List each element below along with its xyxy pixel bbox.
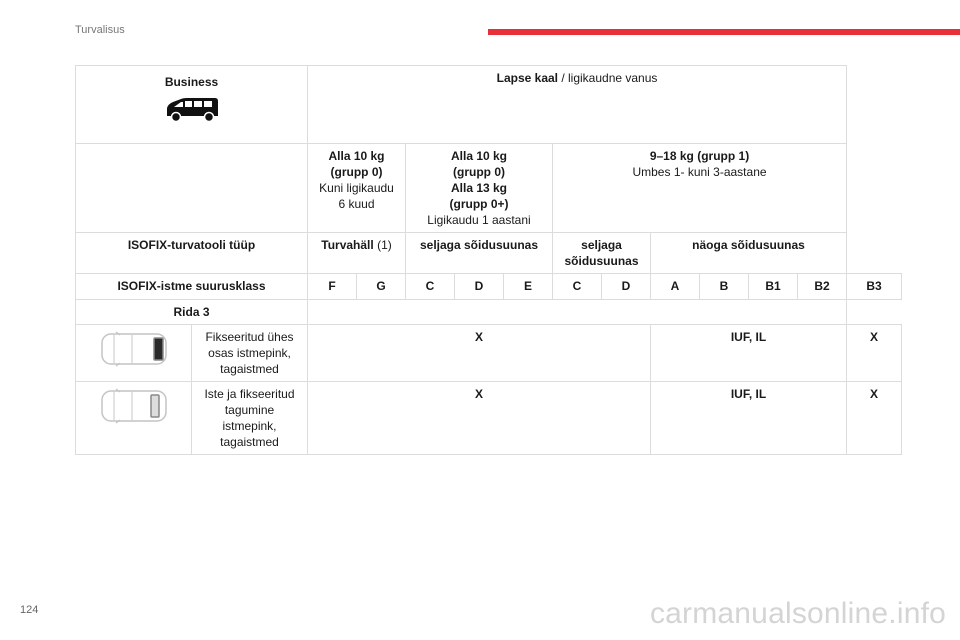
group-0-cell	[308, 144, 406, 233]
forward-value: IUF, IL	[651, 325, 847, 382]
description-line: osas istmepink,	[208, 346, 291, 360]
carrycot-cell	[308, 233, 406, 274]
business-cell	[76, 66, 308, 144]
weight-label-bold: Lapse kaal	[496, 71, 558, 85]
carrycot-note: (1)	[373, 238, 392, 252]
forward-facing-cell: näoga sõidusuunas	[651, 233, 847, 274]
size-class-d: D	[602, 274, 651, 300]
group-sub: Ligikaudu 1 aastani	[427, 213, 531, 227]
group-sub: Umbes 1- kuni 3-aastane	[632, 165, 767, 179]
size-class-g: G	[357, 274, 406, 300]
group-1-cell	[553, 144, 847, 233]
size-class-c: C	[406, 274, 455, 300]
rear-facing-cell-2: seljaga sõidusuunas	[553, 233, 651, 274]
size-class-b: B	[700, 274, 749, 300]
forward-value: IUF, IL	[651, 382, 847, 455]
group-line: (grupp 0+)	[449, 197, 509, 211]
size-class-d: D	[455, 274, 504, 300]
description-line: Iste ja fikseeritud	[204, 387, 295, 401]
group-0plus-cell	[406, 144, 553, 233]
section-title: Turvalisus	[75, 24, 125, 36]
b3-value: X	[847, 382, 902, 455]
empty-cell	[308, 300, 847, 325]
seat-type-label: ISOFIX-turvatooli tüüp	[76, 233, 308, 274]
b3-value: X	[847, 325, 902, 382]
row-label: Rida 3	[76, 300, 308, 325]
group-line: (grupp 0)	[453, 165, 505, 179]
header-accent-bar	[488, 29, 960, 35]
size-class-a: A	[651, 274, 700, 300]
size-class-b1: B1	[749, 274, 798, 300]
group-sub: Kuni ligikaudu	[319, 181, 394, 195]
size-class-f: F	[308, 274, 357, 300]
rear-value: X	[308, 382, 651, 455]
empty-cell	[76, 144, 308, 233]
size-class-e: E	[504, 274, 553, 300]
van-icon	[163, 96, 221, 124]
isofix-table	[75, 65, 902, 455]
carrycot-label: Turvahäll	[321, 238, 374, 252]
seat-icon-cell	[76, 325, 192, 382]
page-number: 124	[20, 604, 39, 616]
seat-icon-cell	[76, 382, 192, 455]
weight-label-rest: / ligikaudne vanus	[558, 71, 658, 85]
group-line: 9–18 kg (grupp 1)	[649, 149, 750, 163]
child-weight-header	[308, 66, 847, 144]
group-line: Alla 10 kg	[450, 149, 508, 163]
car-top-view-icon	[98, 331, 170, 367]
watermark: carmanualsonline.info	[649, 597, 946, 630]
description-line: tagaistmed	[220, 362, 279, 376]
description-line: tagumine	[224, 403, 275, 417]
size-class-b3: B3	[847, 274, 902, 300]
size-class-label: ISOFIX-istme suurusklass	[76, 274, 308, 300]
description-line: Fikseeritud ühes	[205, 330, 294, 344]
size-class-b2: B2	[798, 274, 847, 300]
group-sub: 6 kuud	[338, 197, 375, 211]
size-class-c: C	[553, 274, 602, 300]
car-top-view-icon	[98, 388, 170, 424]
group-line: Alla 10 kg	[328, 149, 385, 163]
description-line: tagaistmed	[220, 435, 279, 449]
description-line: istmepink,	[222, 419, 277, 433]
business-label: Business	[164, 75, 219, 89]
rear-facing-cell-1: seljaga sõidusuunas	[406, 233, 553, 274]
seat-description	[192, 382, 308, 455]
group-line: Alla 13 kg	[450, 181, 508, 195]
rear-value: X	[308, 325, 651, 382]
seat-description	[192, 325, 308, 382]
group-line: (grupp 0)	[330, 165, 383, 179]
